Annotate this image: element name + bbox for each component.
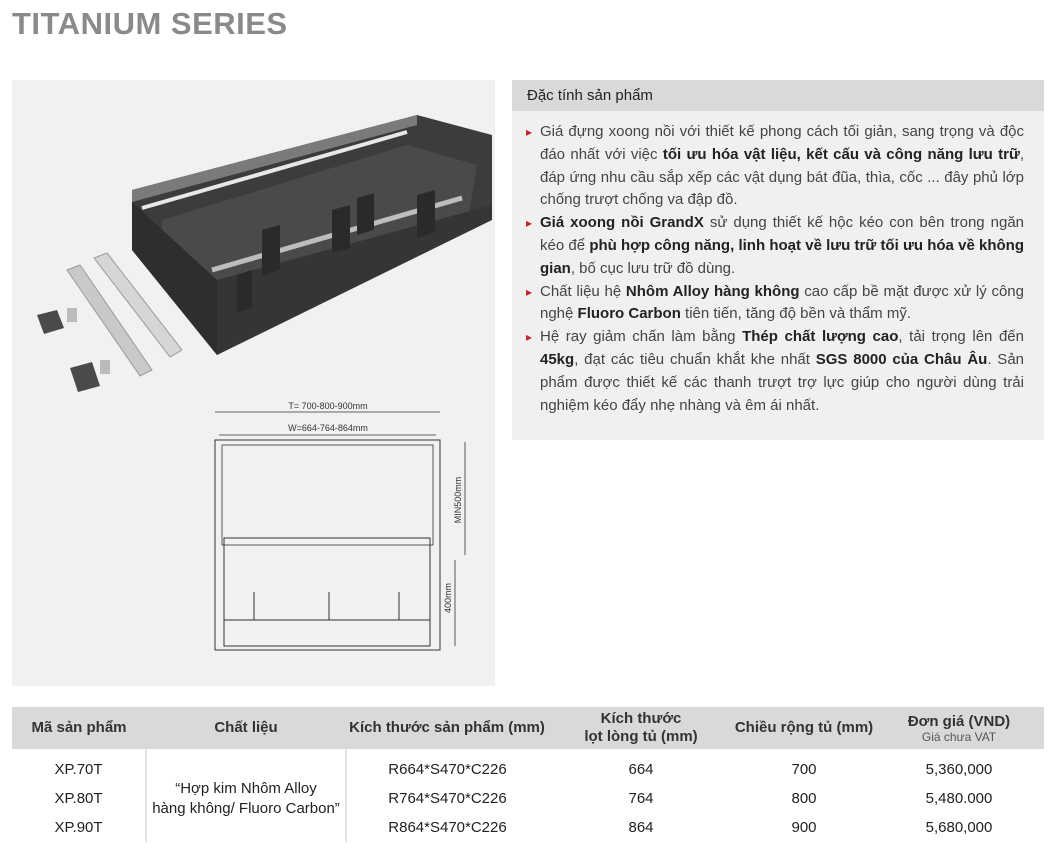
- header-material: Chất liệu: [146, 707, 346, 749]
- total-width-label: T= 700-800-900mm: [288, 401, 368, 411]
- feature-text: Chất liệu hệ: [540, 282, 626, 300]
- cell-price: 5,680,000: [925, 819, 993, 836]
- table-header-row: [12, 707, 1044, 749]
- dimension-diagram: [215, 401, 465, 650]
- min-height-label: MIN500mm: [453, 476, 463, 524]
- feature-text: sử dụng thiết kế hộc kéo con bên trong ngăn kéo để: [540, 214, 1025, 254]
- header-price-note: Giá chưa VAT: [921, 729, 997, 744]
- cell-size: R764*S470*C226: [388, 790, 507, 807]
- material-line1: “Hợp kim Nhôm Alloy: [175, 779, 317, 797]
- feature-text: . Sản phẩm được thiết kế các thanh trượt trợ lực giúp cho người dùng trải nghiệm kéo đẩy nhẹ nhàng và êm ái nhất.: [540, 350, 1024, 414]
- features-list: [512, 111, 1044, 417]
- product-illustration: [12, 80, 495, 686]
- header-inner-line1: Kích thước: [600, 710, 682, 727]
- features-heading: Đặc tính sản phẩm: [512, 80, 1044, 111]
- feature-text: tối ưu hóa vật liệu, kết cấu và công năng lưu trữ: [662, 145, 1020, 163]
- header-code: Mã sản phẩm: [12, 707, 146, 749]
- cell-price: 5,480.000: [925, 790, 993, 807]
- inner-width-label: W=664-764-864mm: [288, 423, 368, 433]
- header-price: [874, 707, 1044, 749]
- cell-code: XP.80T: [54, 790, 103, 807]
- product-image-panel: [12, 80, 495, 686]
- cell-size: R864*S470*C226: [388, 819, 507, 836]
- price-table: [12, 707, 1044, 842]
- feature-text: Nhôm Alloy hàng không: [625, 282, 800, 300]
- feature-text: cao cấp bề mặt được xử lý công nghệ: [540, 282, 1024, 323]
- cell-size: R664*S470*C226: [388, 761, 507, 778]
- header-inner-line2: lọt lòng tủ (mm): [584, 728, 698, 745]
- header-cabinet: Chiều rộng tủ (mm): [734, 707, 874, 749]
- feature-text: , tải trọng lên đến: [898, 328, 1024, 346]
- cell-cabinet: 800: [791, 790, 817, 807]
- feature-text: Thép chất lượng cao: [742, 328, 899, 346]
- feature-text: , đáp ứng nhu cầu sắp xếp các vật dụng bát đũa, thìa, cốc ... đây phủ lớp chống trượt chống va đập đồ.: [540, 145, 1024, 209]
- material-line2: hàng không/ Fluoro Carbon”: [152, 799, 340, 817]
- cell-inner: 664: [628, 761, 654, 778]
- feature-text: , bố cục lưu trữ đồ dùng.: [570, 259, 736, 277]
- cell-inner: 864: [628, 819, 654, 836]
- cell-price: 5,360,000: [925, 761, 993, 778]
- height-label: 400mm: [443, 582, 453, 614]
- feature-text: Giá xoong nồi GrandX: [540, 214, 704, 232]
- feature-item: [540, 212, 1024, 280]
- feature-text: 45kg: [540, 350, 575, 368]
- drawer-illustration: [132, 115, 492, 355]
- feature-text: phù hợp công năng, linh hoạt về lưu trữ tối ưu hóa về không gian: [540, 236, 1024, 277]
- feature-text: Hệ ray giảm chấn làm bằng: [540, 328, 743, 346]
- feature-text: tiên tiến, tăng độ bền và thẩm mỹ.: [680, 305, 912, 323]
- feature-text: Fluoro Carbon: [577, 305, 681, 323]
- header-inner-size: [548, 707, 734, 749]
- feature-item: [540, 326, 1024, 417]
- header-price-label: Đơn giá (VND): [907, 712, 1011, 730]
- cell-cabinet: 700: [791, 761, 817, 778]
- cell-inner: 764: [628, 790, 654, 807]
- cell-cabinet: 900: [791, 819, 817, 836]
- feature-text: , đạt các tiêu chuẩn khắt khe nhất: [574, 350, 816, 368]
- header-size: Kích thước sản phẩm (mm): [346, 707, 548, 749]
- feature-text: SGS 8000 của Châu Âu: [815, 350, 988, 368]
- cell-material: [146, 749, 346, 842]
- feature-item: [540, 281, 1024, 327]
- cell-code: XP.90T: [54, 819, 103, 836]
- series-title: TITANIUM SERIES: [12, 6, 288, 41]
- features-panel: [512, 80, 1044, 440]
- feature-text: Giá đựng xoong nồi với thiết kế phong cách tối giản, sang trọng và độc đáo nhất với việc: [540, 123, 1024, 163]
- feature-item: [540, 121, 1024, 212]
- cell-code: XP.70T: [54, 761, 103, 778]
- table-row: [12, 749, 1044, 784]
